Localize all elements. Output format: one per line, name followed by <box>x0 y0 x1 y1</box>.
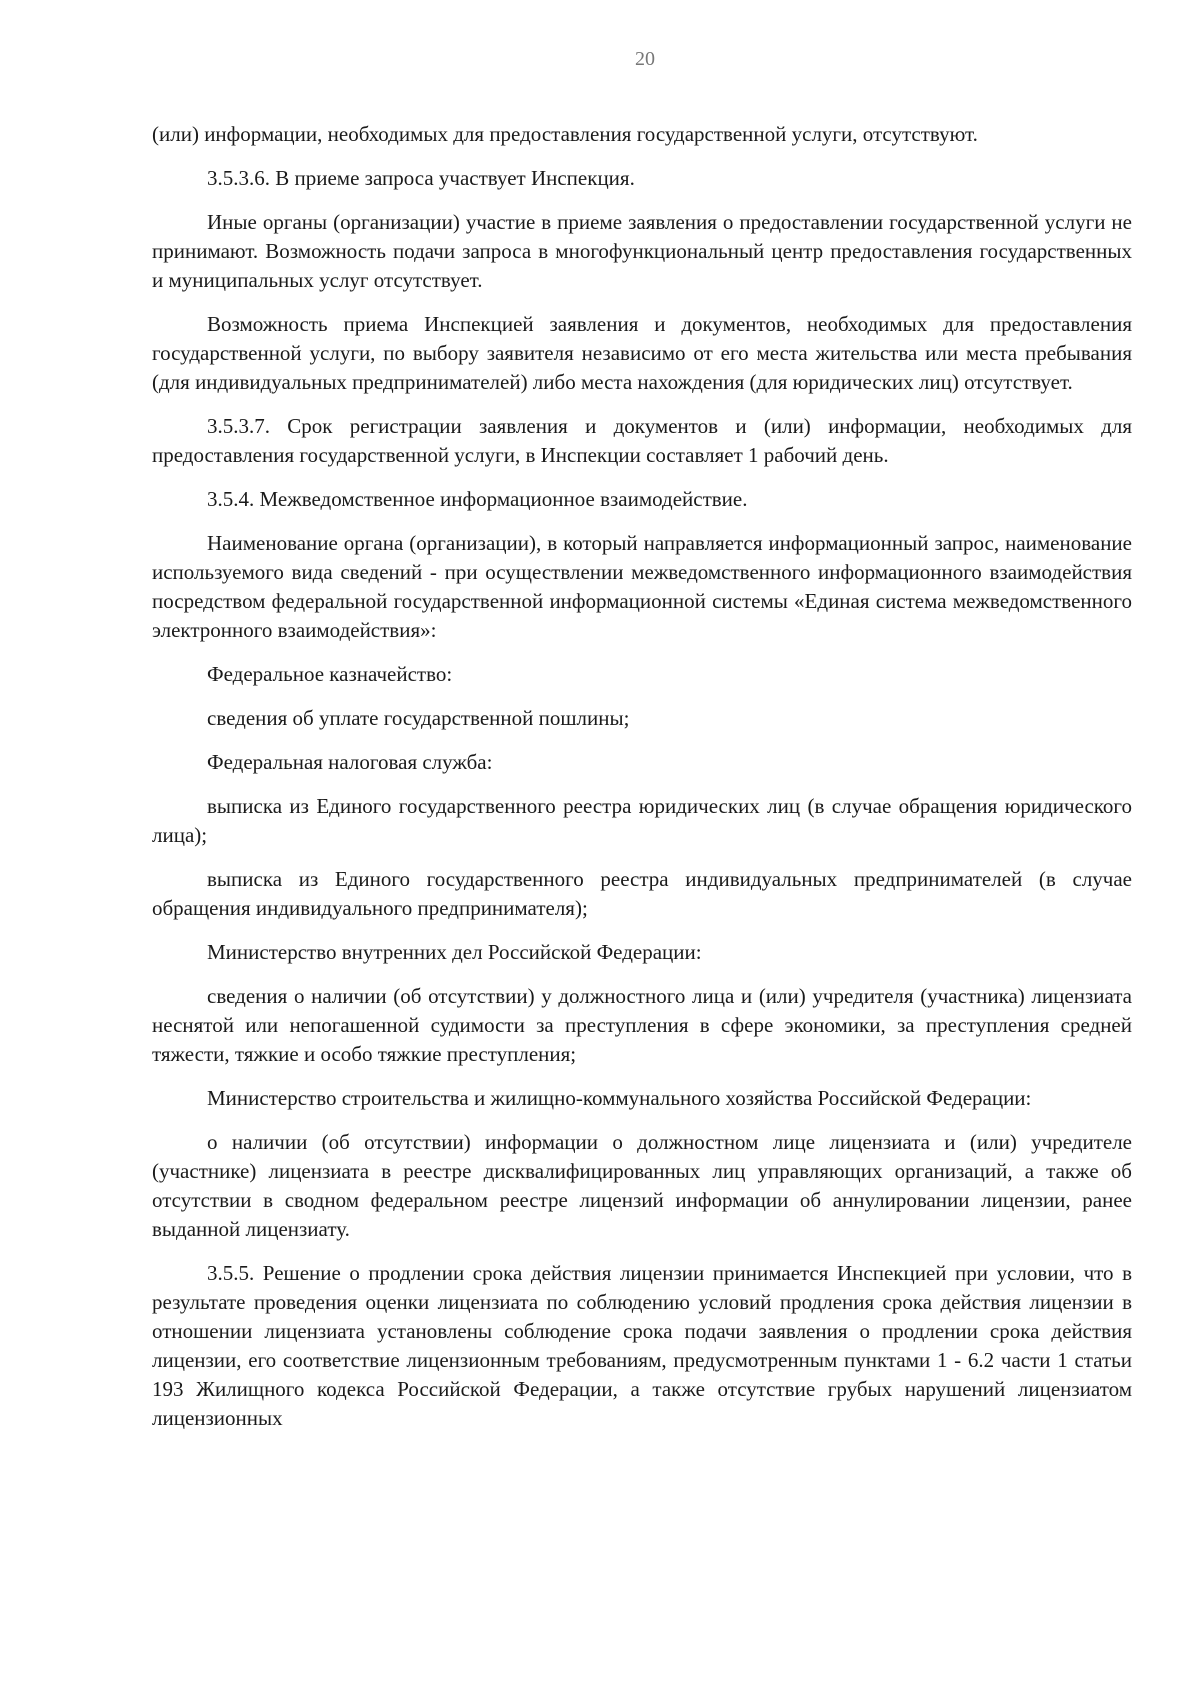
paragraph-minstroy: Министерство строительства и жилищно-коммунального хозяйства Российской Федерации: <box>207 1086 1032 1110</box>
paragraph-mvd-info: сведения о наличии (об отсутствии) у должностного лица и (или) учредителя (участника) лицензиата неснятой или непогашенной судимости за преступления в сфере экономики, за преступления средней тяжести, тяжкие и особо тяжкие преступления; <box>152 984 1132 1066</box>
paragraph-minstroy-info: о наличии (об отсутствии) информации о должностном лице лицензиата и (или) учредителе (участнике) лицензиата в реестре дисквалифицированных лиц управляющих организаций, а также об отсутствии в сводном федеральном реестре лицензий информации об аннулировании лицензии, ранее выданной лицензиату. <box>152 1130 1132 1241</box>
paragraph-treasury: Федеральное казначейство: <box>207 662 453 686</box>
page-number: 20 <box>635 48 655 70</box>
paragraph-mvd: Министерство внутренних дел Российской Федерации: <box>207 940 702 964</box>
paragraph-egrip: выписка из Единого государственного реестра индивидуальных предпринимателей (в случае обращения индивидуального предпринимателя); <box>152 867 1132 920</box>
paragraph-organ-name: Наименование органа (организации), в который направляется информационный запрос, наименование используемого вида сведений - при осуществлении межведомственного информационного взаимодействия посредством федеральной государственной информационной системы «Единая система межведомственного электронного взаимодействия»: <box>152 531 1132 642</box>
paragraph-3-5-5: 3.5.5. Решение о продлении срока действия лицензии принимается Инспекцией при условии, что в результате проведения оценки лицензиата по соблюдению условий продления срока действия лицензии в отношении лицензиата установлены соблюдение срока подачи заявления о продлении срока действия лицензии, его соответствие лицензионным требованиям, предусмотренным пунктами 1 - 6.2 части 1 статьи 193 Жилищного кодекса Российской Федерации, а также отсутствие грубых нарушений лицензиатом лицензионных <box>152 1261 1132 1430</box>
paragraph-reception-possibility: Возможность приема Инспекцией заявления и документов, необходимых для предоставления государственной услуги, по выбору заявителя независимо от его места жительства или места пребывания (для индивидуальных предпринимателей) либо места нахождения (для юридических лиц) отсутствует. <box>152 312 1132 394</box>
document-body <box>152 120 1132 1448</box>
paragraph-3-5-4: 3.5.4. Межведомственное информационное взаимодействие. <box>207 487 748 511</box>
paragraph-egrul: выписка из Единого государственного реестра юридических лиц (в случае обращения юридического лица); <box>152 794 1132 847</box>
paragraph-treasury-info: сведения об уплате государственной пошлины; <box>207 706 630 730</box>
paragraph-other-organs: Иные органы (организации) участие в приеме заявления о предоставлении государственной услуги не принимают. Возможность подачи запроса в многофункциональный центр предоставления государственных и муниципальных услуг отсутствует. <box>152 210 1132 292</box>
paragraph-3-5-3-6: 3.5.3.6. В приеме запроса участвует Инспекция. <box>207 166 635 190</box>
paragraph-tax-service: Федеральная налоговая служба: <box>207 750 493 774</box>
paragraph-continuation: (или) информации, необходимых для предоставления государственной услуги, отсутствуют. <box>152 122 978 146</box>
paragraph-3-5-3-7: 3.5.3.7. Срок регистрации заявления и документов и (или) информации, необходимых для предоставления государственной услуги, в Инспекции составляет 1 рабочий день. <box>152 414 1132 467</box>
